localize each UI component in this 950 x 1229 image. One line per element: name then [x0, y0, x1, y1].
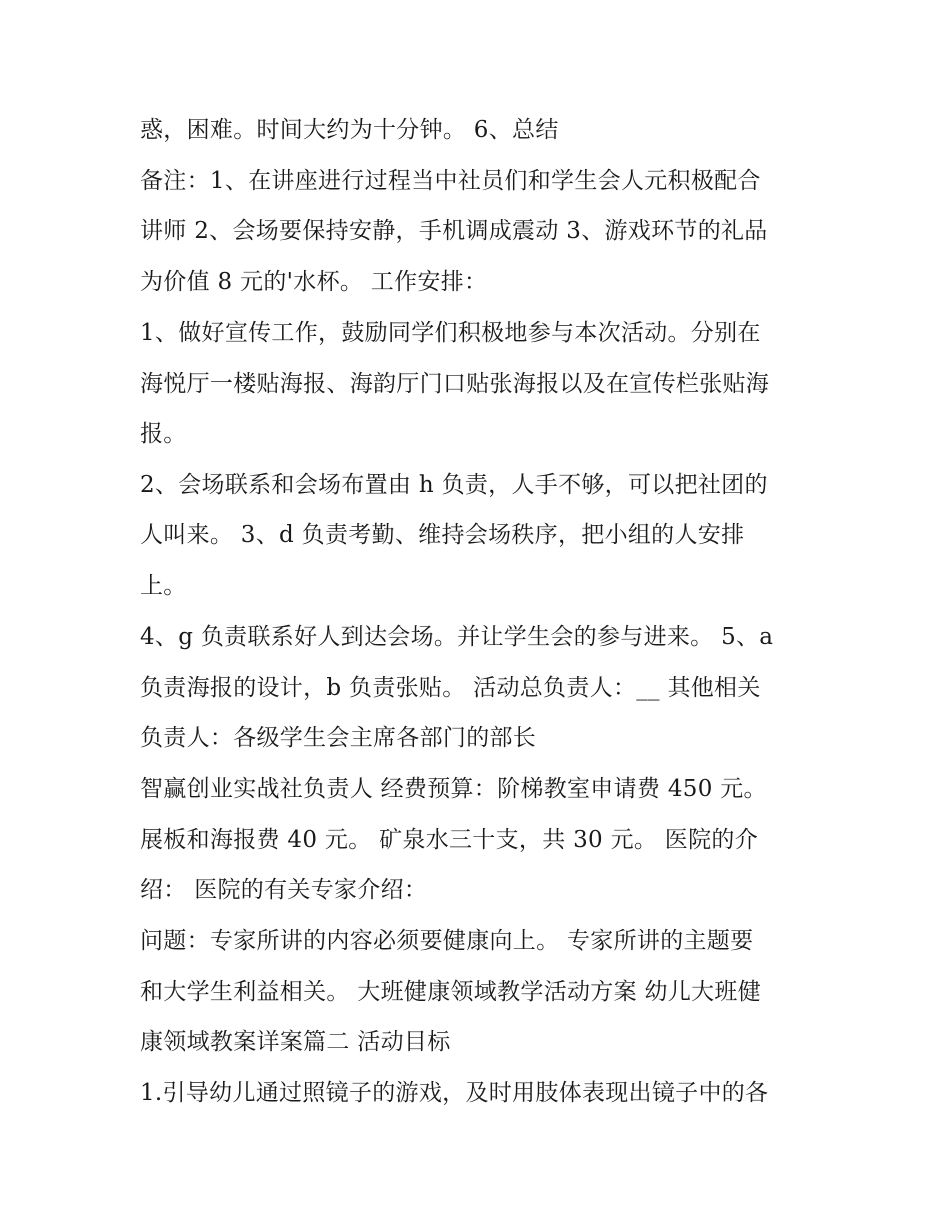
text-line-20: 1.引导幼儿通过照镜子的游戏，及时用肢体表现出镜子中的各 [140, 1080, 769, 1106]
text-line-12: 负责海报的设计，b 负责张贴。 活动总负责人：__ 其他相关 [140, 675, 761, 701]
text-line-3: 讲师 2、会场要保持安静，手机调成震动 3、游戏环节的礼品 [140, 218, 768, 244]
text-line-4: 为价值 8 元的'水杯。 工作安排： [140, 269, 488, 295]
text-line-11: 4、g 负责联系好人到达会场。并让学生会的参与进来。 5、a [140, 624, 774, 650]
text-line-1: 惑，困难。时间大约为十分钟。 6、总结 [140, 117, 559, 143]
text-line-17: 问题：专家所讲的内容必须要健康向上。 专家所讲的主题要 [140, 928, 754, 954]
text-line-8: 2、会场联系和会场布置由 h 负责，人手不够，可以把社团的 [140, 472, 768, 498]
text-line-19: 康领域教案详案篇二 活动目标 [140, 1029, 451, 1055]
text-line-5: 1、做好宣传工作，鼓励同学们积极地参与本次活动。分别在 [140, 320, 761, 346]
text-line-9: 人叫来。 3、d 负责考勤、维持会场秩序，把小组的人安排 [140, 522, 745, 548]
text-line-7: 报。 [140, 421, 187, 447]
text-line-13: 负责人：各级学生会主席各部门的部长 [140, 725, 537, 751]
text-line-2: 备注：1、在讲座进行过程当中社员们和学生会人元积极配合 [140, 168, 761, 194]
text-line-14: 智赢创业实战社负责人 经费预算：阶梯教室申请费 450 元。 [140, 776, 767, 802]
text-line-16: 绍： 医院的有关专家介绍： [140, 877, 428, 903]
text-line-10: 上。 [140, 573, 187, 599]
text-line-15: 展板和海报费 40 元。 矿泉水三十支，共 30 元。 医院的介 [140, 827, 758, 853]
text-line-18: 和大学生利益相关。 大班健康领域教学活动方案 幼儿大班健 [140, 979, 762, 1005]
text-line-6: 海悦厅一楼贴海报、海韵厅门口贴张海报以及在宣传栏张贴海 [140, 371, 770, 397]
